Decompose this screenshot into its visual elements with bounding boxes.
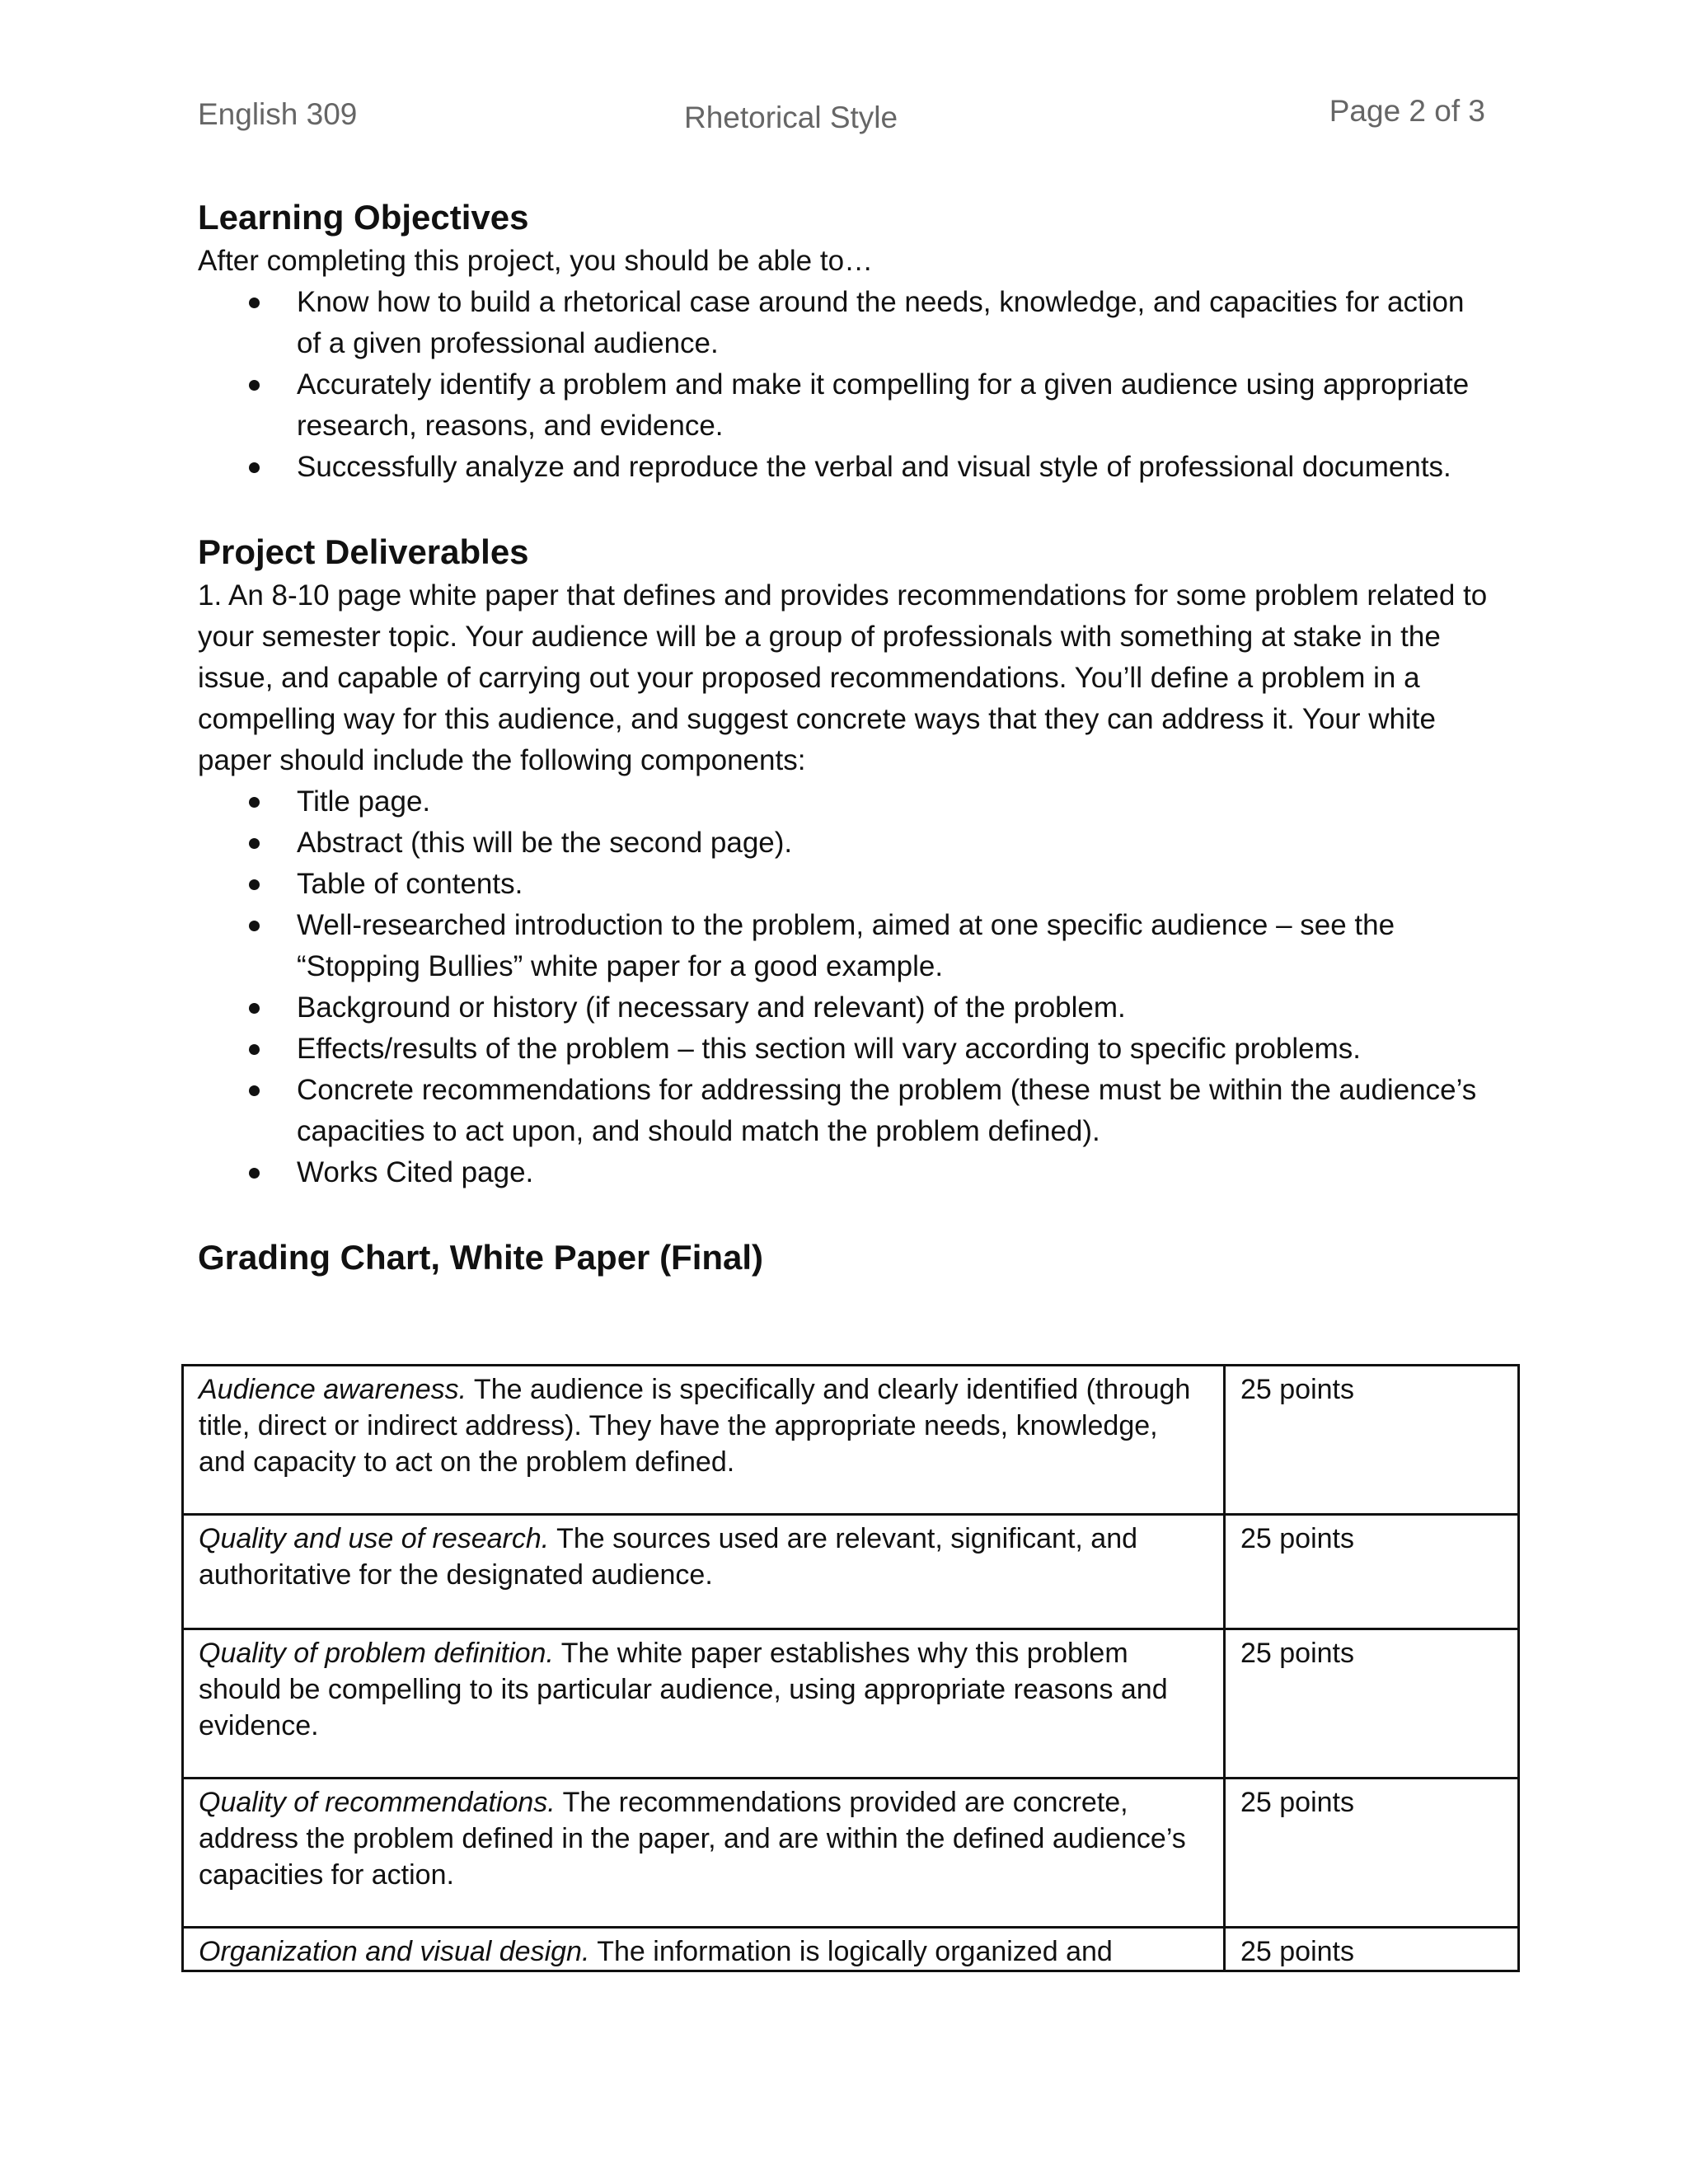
table-row [183,1779,1519,1928]
learning-objectives-intro: After completing this project, you should be able to… [198,245,874,277]
list-item: Title page. [297,781,1500,823]
learning-objectives-heading: Learning Objectives [198,198,529,237]
criterion-name: Audience awareness. [199,1374,467,1405]
criterion-cell [183,1366,1225,1515]
points-cell: 25 points [1225,1629,1519,1779]
grading-chart-heading: Grading Chart, White Paper (Final) [198,1238,764,1277]
list-item: Abstract (this will be the second page). [297,823,1500,864]
criterion-description: The recommendations provided are concrete, address the problem defined in the paper, and are within the defined audience’s capacities for action. [199,1787,1186,1891]
list-item: Concrete recommendations for addressing the problem (these must be within the audience’s capacities to act upon, and should match the problem defined). [297,1070,1500,1152]
deliverables-heading: Project Deliverables [198,532,529,571]
list-item: Well-researched introduction to the problem, aimed at one specific audience – see the “Stopping Bullies” white paper for a good example. [297,905,1500,987]
criterion-cell [183,1515,1225,1629]
grading-table [181,1364,1520,1972]
document-body [198,194,1500,1281]
criterion-description: The audience is specifically and clearly identified (through title, direct or indirect address). They have the appropriate needs, knowledge, and capacity to act on the problem defined. [199,1374,1191,1478]
criterion-name: Quality and use of research. [199,1523,550,1554]
criterion-description: The sources used are relevant, significant, and authoritative for the designated audience. [199,1523,1138,1591]
criterion-description: The white paper establishes why this problem should be compelling to its particular audience, using appropriate reasons and evidence. [199,1638,1168,1741]
list-item: Works Cited page. [297,1152,1500,1193]
list-item: Background or history (if necessary and relevant) of the problem. [297,987,1500,1029]
table-row [183,1366,1519,1515]
header-course: English 309 [198,97,358,131]
deliverables-intro: 1. An 8-10 page white paper that defines and provides recommendations for some problem related to your semester topic. Your audience will be a group of professionals with something at stake in the issue, and capable of carrying out your proposed recommendations. You’ll define a problem in a compelling way for this audience, and suggest concrete ways that they can address it. Your white paper should include the following components: [198,579,1488,776]
criterion-cell [183,1629,1225,1779]
table-row [183,1629,1519,1779]
criterion-cell [183,1928,1225,1971]
criterion-name: Quality of recommendations. [199,1787,556,1818]
header-page-number: Page 2 of 3 [1329,94,1485,128]
points-cell: 25 points [1225,1779,1519,1928]
list-item: Effects/results of the problem – this section will vary according to specific problems. [297,1029,1500,1070]
list-item: Table of contents. [297,864,1500,905]
list-item: Accurately identify a problem and make it compelling for a given audience using appropriate research, reasons, and evidence. [297,364,1500,447]
criterion-name: Organization and visual design. [199,1936,590,1967]
table-row [183,1515,1519,1629]
criterion-cell [183,1779,1225,1928]
list-item: Successfully analyze and reproduce the verbal and visual style of professional documents. [297,447,1500,488]
deliverables-list [198,781,1500,1193]
criterion-name: Quality of problem definition. [199,1638,554,1669]
spacer [198,1193,1500,1235]
list-item: Know how to build a rhetorical case around the needs, knowledge, and capacities for action of a given professional audience. [297,282,1500,364]
points-cell: 25 points [1225,1366,1519,1515]
learning-objectives-list [198,282,1500,488]
points-cell: 25 points [1225,1928,1519,1971]
spacer [198,488,1500,529]
criterion-description: The information is logically organized and [589,1936,1113,1967]
points-cell: 25 points [1225,1515,1519,1629]
header-title: Rhetorical Style [684,101,898,134]
table-row [183,1928,1519,1971]
page-header [198,94,1485,147]
